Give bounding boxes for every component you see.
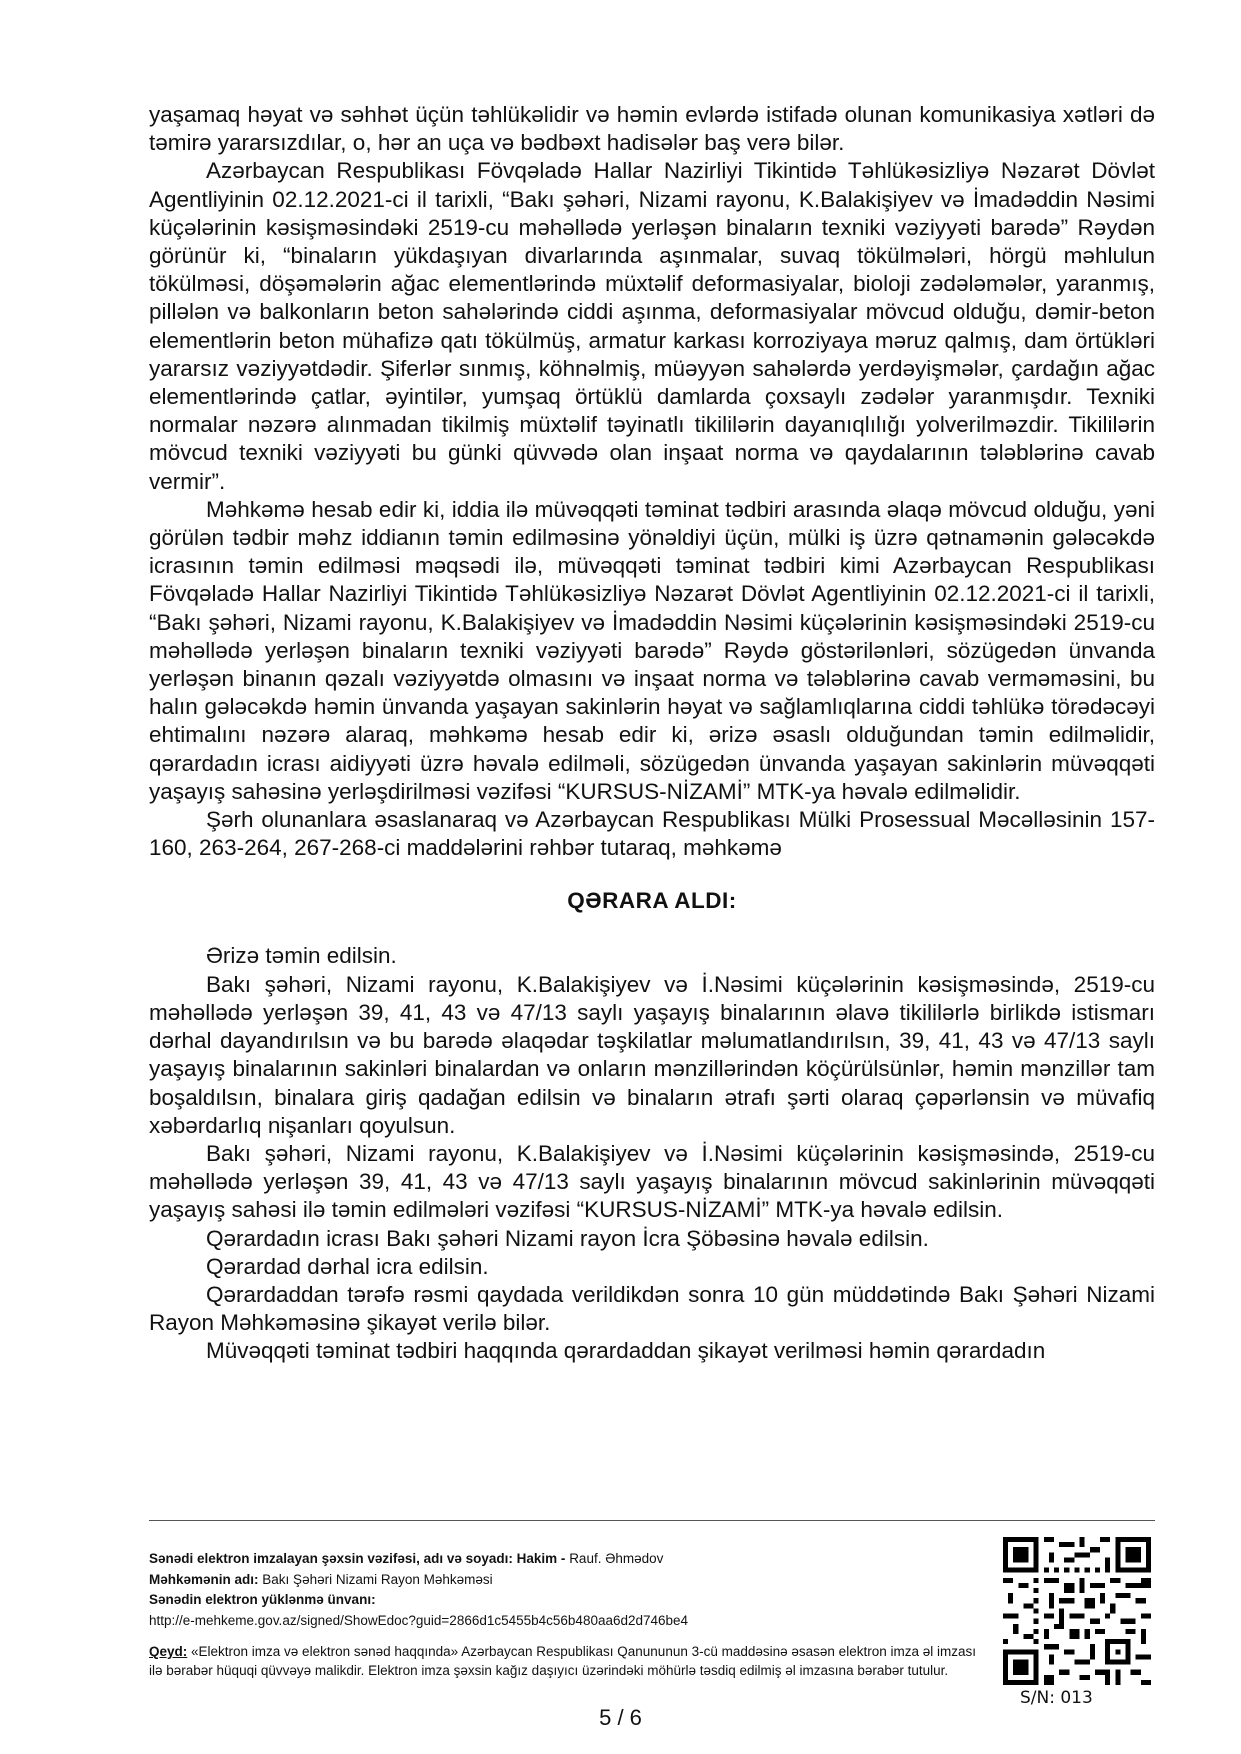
ruling-item: Qərardadın icrası Bakı şəhəri Nizami rayon İcra Şöbəsinə həvalə edilsin.: [206, 1225, 929, 1251]
ruling-item: Müvəqqəti təminat tədbiri haqqında qərardaddan şikayət verilməsi həmin qərardadın: [206, 1338, 1046, 1364]
court-line: [149, 1570, 969, 1591]
paragraph-continuation: yaşamaq həyat və səhhət üçün təhlükəlidir və həmin evlərdə istifadə olunan komunikasiya xətləri də təmirə yararsızdılar, o, hər an uça və bədbəxt hadisələr baş verə bilər.: [149, 102, 1155, 156]
ruling-item: Bakı şəhəri, Nizami rayonu, K.Balakişiyev və İ.Nəsimi küçələrinin kəsişməsində, 2519-cu məhəllədə yerləşən 39, 41, 43 və 47/13 saylı yaşayış binalarının əlavə tikililərlə birlikdə istismarı dərhal dayandırılsın və bu barədə əlaqədar təşkilatlar məlumatlandırılsın, 39, 41, 43 və 47/13 saylı yaşayış binalarının sakinləri binalardan və onların mənzillərindən köçürülsünlər, həmin mənzillər tam boşaldılsın, binalara giriş qadağan edilsin və binaların ətrafı şərti olaraq çəpərlənsin və müvafiq xəbərdarlıq nişanları qoyulsun.: [149, 971, 1155, 1138]
ruling-item: Qərardad dərhal icra edilsin.: [206, 1253, 489, 1279]
url-label: Sənədin elektron yüklənmə ünvanı:: [149, 1592, 376, 1607]
ruling-item: Bakı şəhəri, Nizami rayonu, K.Balakişiyev və İ.Nəsimi küçələrinin kəsişməsində, 2519-cu məhəllədə yerləşən 39, 41, 43 və 47/13 saylı yaşayış binalarının mövcud sakinlərinin müvəqqəti yaşayış sahəsi ilə təmin edilmələri vəzifəsi “KURSUS-NİZAMİ” MTK-ya həvalə edilsin.: [149, 1140, 1155, 1223]
signer-line: [149, 1549, 969, 1570]
paragraph-agency-report: Azərbaycan Respublikası Fövqəladə Hallar Nazirliyi Tikintidə Təhlükəsizliyə Nəzarət Dövlət Agentliyinin 02.12.2021-ci il tarixli, “Bakı şəhəri, Nizami rayonu, K.Balakişiyev və İmadəddin Nəsimi küçələrinin kəsişməsindəki 2519-cu məhəllədə yerləşən binaların texniki vəziyyəti barədə” Rəydən görünür ki, “binaların yükdaşıyan divarlarında aşınmalar, suvaq tökülmələri, hörgü məhlulun tökülməsi, döşəmələrin ağac elementlərində müxtəlif deformasiyalar, bioloji zədələmələr, yaranmış, pillələn və balkonların beton sahələrində ciddi aşınma, deformasiyalar mövcud olduğu, dəmir-beton elementlərin beton mühafizə qatı tökülmüş, armatur karkası korroziyaya məruz qalmış, dam örtükləri yararsız vəziyyətdədir. Şiferlər sınmış, köhnəlmiş, müəyyən sahələrdə yerdəyişmələr, çardağın ağac elementlərində çatlar, əyintilər, yumşaq örtüklü damlarda çoxsaylı zədələr yaranmışdır. Texniki normalar nəzərə alınmadan tikilmiş müxtəlif təyinatlı tikililərin dayanıqlılığı yolverilməzdir. Tikililərin mövcud texniki vəziyyəti bu günki qüvvədə olan inşaat norma və qaydalarının tələblərinə cavab vermir”.: [149, 158, 1155, 494]
document-url[interactable]: http://e-mehkeme.gov.az/signed/ShowEdoc?guid=2866d1c5455b4c56b480aa6d2d746be4: [149, 1612, 689, 1628]
legal-note: [149, 1643, 979, 1680]
paragraph-legal-basis: Şərh olunanlara əsaslanaraq və Azərbaycan Respublikası Mülki Prosessual Məcəlləsinin 157-160, 263-264, 267-268-ci maddələrini rəhbər tutaraq, məhkəmə: [149, 807, 1155, 861]
url-line: [149, 1611, 969, 1632]
decision-heading: QƏRARA ALDI:: [567, 888, 737, 914]
ruling-item: Qərardaddan tərəfə rəsmi qaydada verildikdən sonra 10 gün müddətində Bakı Şəhəri Nizami Rayon Məhkəməsinə şikayət verilə bilər.: [149, 1281, 1155, 1336]
signer-name: Rauf. Əhmədov: [569, 1551, 664, 1566]
note-text: «Elektron imza və elektron sənəd haqqında» Azərbaycan Respublikası Qanununun 3-cü maddəsinə əsasən elektron imza əl imzası ilə bərabər hüquqi qüvvəyə malikdir. Elektron imza şəxsin kağız daşıyıcı üzərindəki möhürlə təsdiq edilmiş əl imzasına bərabər tutulur.: [149, 1644, 976, 1678]
paragraph-court-reasoning: Məhkəmə hesab edir ki, iddia ilə müvəqqəti təminat tədbiri arasında əlaqə mövcud olduğu, yəni görülən tədbir məhz iddianın təmin edilməsinə yönəldiyi üçün, mülki iş üzrə qətnamənin gələcəkdə icrasının təmin edilməsi məqsədi ilə, müvəqqəti təminat tədbiri kimi Azərbaycan Respublikası Fövqəladə Hallar Nazirliyi Tikintidə Təhlükəsizliyə Nəzarət Dövlət Agentliyinin 02.12.2021-ci il tarixli, “Bakı şəhəri, Nizami rayonu, K.Balakişiyev və İmadəddin Nəsimi küçələrinin kəsişməsindəki 2519-cu məhəllədə yerləşən binaların texniki vəziyyəti barədə” Rəydə göstərilənləri, sözügedən ünvanda yerləşən binanın qəzalı vəziyyətdə olmasını və inşaat norma və tələblərinə cavab verməməsini, bu halın gələcəkdə həmin ünvanda yaşayan sakinlərin həyat və sağlamlıqlarına ciddi təhlükə törədəcəyi ehtimalını nəzərə alaraq, məhkəmə hesab edir ki, ərizə əsaslı olduğundan təmin edilməlidir, qərardadın icrası aidiyyəti üzrə həvalə edilməli, sözügedən ünvanda yaşayan sakinlərin müvəqqəti yaşayış sahəsinə yerləşdirilməsi vəzifəsi “KURSUS-NİZAMİ” MTK-ya həvalə edilməlidir.: [149, 496, 1155, 804]
ruling-item: Ərizə təmin edilsin.: [206, 943, 397, 969]
note-label: Qeyd:: [149, 1644, 188, 1659]
signer-label: Sənədi elektron imzalayan şəxsin vəzifəsi, adı və soyadı: Hakim -: [149, 1551, 570, 1566]
court-name: Bakı Şəhəri Nizami Rayon Məhkəməsi: [262, 1571, 493, 1587]
qr-code-icon: [1003, 1537, 1151, 1685]
url-label-line: [149, 1590, 969, 1611]
footer-divider: [149, 1520, 1155, 1521]
signature-footer: [149, 1549, 976, 1680]
court-label: Məhkəmənin adı:: [149, 1571, 259, 1587]
page-number: 5 / 6: [599, 1705, 642, 1730]
serial-number: S/N: 013: [1020, 1688, 1093, 1708]
document-body: [149, 101, 1155, 1366]
